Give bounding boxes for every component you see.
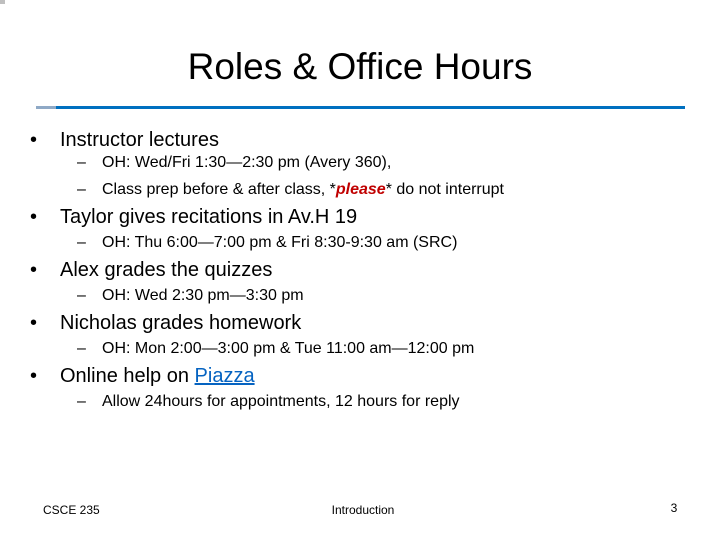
bullet-icon: • <box>30 129 38 151</box>
bullet-nicholas-homework <box>30 311 301 335</box>
dash-icon: – <box>77 340 86 357</box>
footer-section: Introduction <box>331 503 395 517</box>
sub-bullet-text-pre: Class prep before & after class, * <box>102 181 336 198</box>
footer-course: CSCE 235 <box>43 503 100 517</box>
bullet-instructor-lectures <box>30 128 219 152</box>
sub-bullet-text-post: * do not interrupt <box>385 181 504 198</box>
sub-bullet-text: OH: Mon 2:00—3:00 pm & Tue 11:00 am—12:00 pm <box>102 340 475 357</box>
dash-icon: – <box>77 393 86 410</box>
bullet-icon: • <box>30 259 38 281</box>
sub-bullet-taylor-oh <box>77 233 457 253</box>
dash-icon: – <box>77 234 86 251</box>
slide-title: Roles & Office Hours <box>187 46 533 87</box>
sub-bullet-nicholas-oh <box>77 339 474 359</box>
bullet-text: Nicholas grades homework <box>60 312 302 334</box>
bullet-alex-quizzes <box>30 258 272 282</box>
sub-bullet-text: OH: Wed/Fri 1:30—2:30 pm (Avery 360), <box>102 154 392 171</box>
piazza-link[interactable]: Piazza <box>194 365 255 387</box>
sub-bullet-text: Allow 24hours for appointments, 12 hours for reply <box>102 393 460 410</box>
bullet-online-help <box>30 364 255 388</box>
bullet-icon: • <box>30 365 38 387</box>
sub-bullet-text: OH: Wed 2:30 pm—3:30 pm <box>102 287 304 304</box>
sub-bullet-instructor-oh <box>77 153 391 173</box>
dash-icon: – <box>77 287 86 304</box>
dash-icon: – <box>77 154 86 171</box>
bullet-icon: • <box>30 312 38 334</box>
emphasis-please: please <box>335 181 386 198</box>
sub-bullet-reply-time <box>77 392 460 412</box>
dash-icon: – <box>77 181 86 198</box>
sub-bullet-class-prep <box>77 180 504 200</box>
bullet-icon: • <box>30 206 38 228</box>
bullet-taylor-recitations <box>30 205 357 229</box>
bullet-text: Instructor lectures <box>60 129 219 151</box>
bullet-text: Alex grades the quizzes <box>60 259 273 281</box>
sub-bullet-alex-oh <box>77 286 304 306</box>
sub-bullet-text: OH: Thu 6:00—7:00 pm & Fri 8:30-9:30 am (SRC) <box>102 234 458 251</box>
footer-page-number: 3 <box>670 501 678 515</box>
bullet-text: Taylor gives recitations in Av.H 19 <box>60 206 358 228</box>
bullet-text: Online help on <box>60 365 195 387</box>
